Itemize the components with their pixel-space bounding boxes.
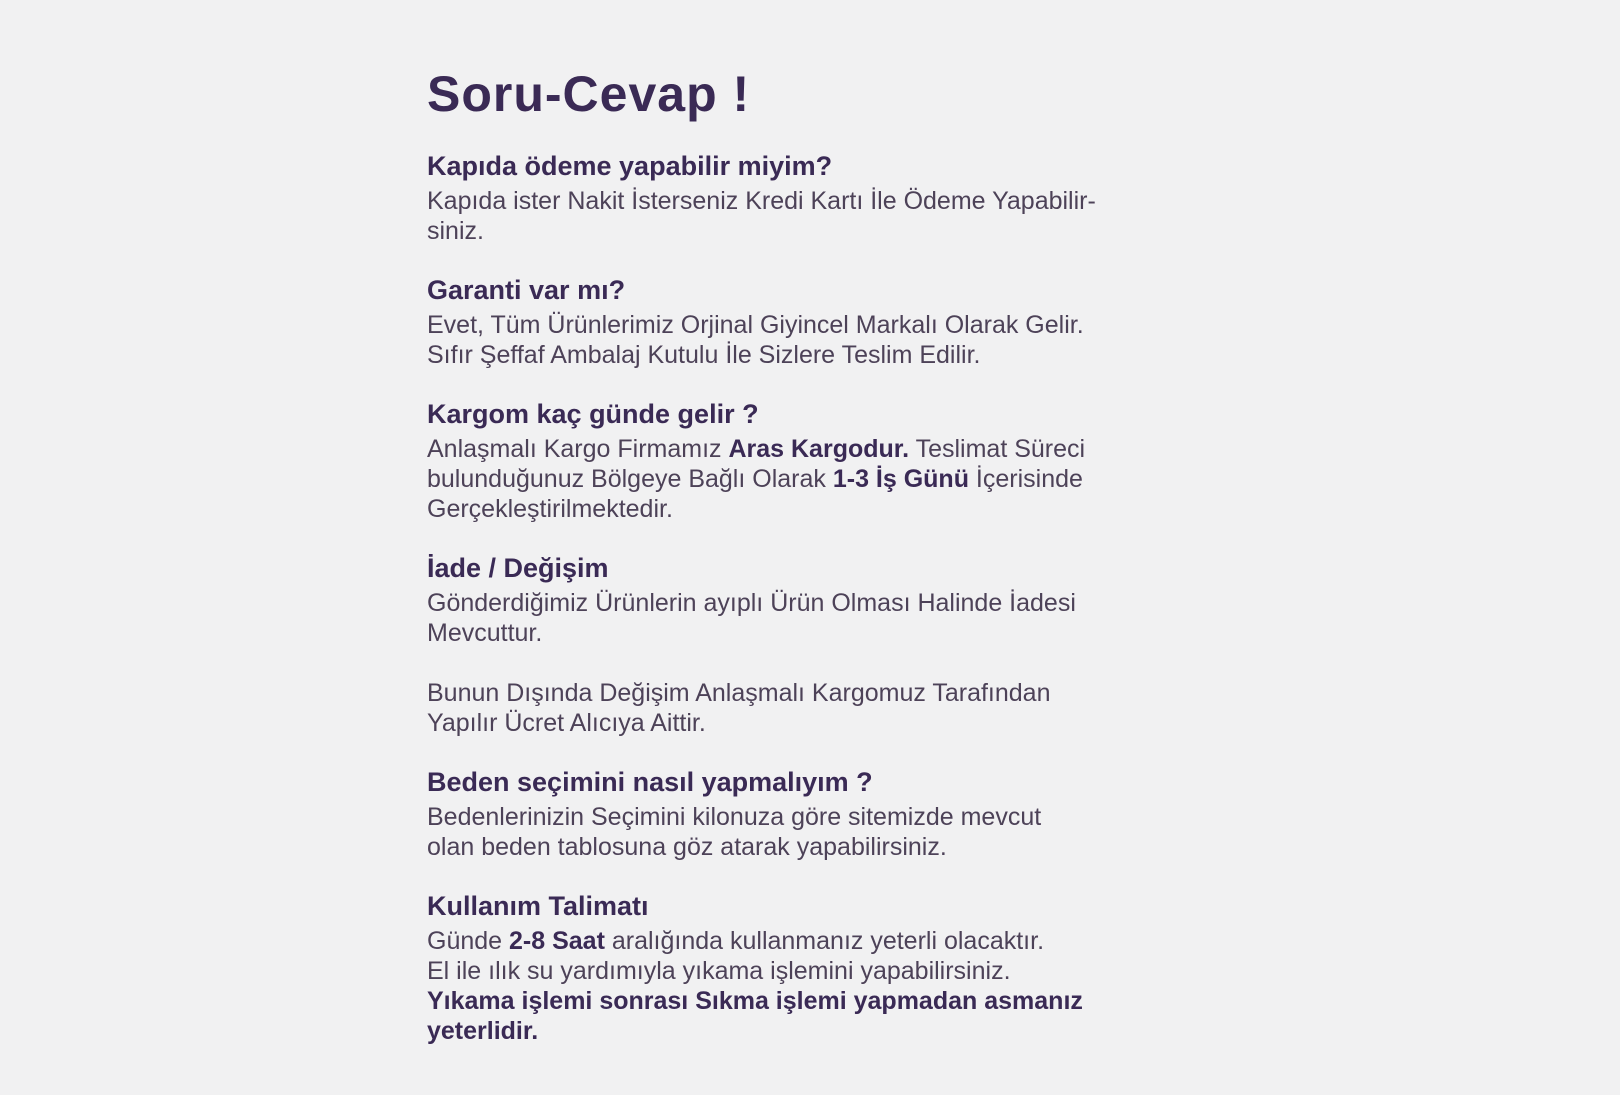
answer-text: Günde	[427, 927, 510, 955]
page-title: Soru-Cevap !	[427, 66, 751, 122]
faq-sections	[427, 150, 1157, 1046]
answer-text: El ile ılık su yardımıyla yıkama işlemini yapabilirsiniz.	[427, 957, 1011, 985]
answer-text: Evet, Tüm Ürünlerimiz Orjinal Giyincel Markalı Olarak Gelir.	[427, 311, 1084, 339]
question-heading: Kapıda ödeme yapabilir miyim?	[427, 151, 833, 181]
answer-paragraph	[427, 186, 1157, 246]
answer-text: İçerisinde	[968, 465, 1083, 493]
question-heading: Kullanım Talimatı	[427, 891, 649, 921]
answer-body	[427, 434, 1157, 524]
answer-paragraph	[427, 926, 1157, 1046]
faq-content	[427, 66, 1157, 1074]
answer-paragraph	[427, 588, 1157, 648]
answer-text-bold: Yıkama işlemi sonrası Sıkma işlemi yapmadan asmanız	[427, 987, 1083, 1015]
answer-text: Gönderdiğimiz Ürünlerin ayıplı Ürün Olması Halinde İadesi	[427, 589, 1076, 617]
faq-section	[427, 398, 1157, 524]
question-heading: Kargom kaç günde gelir ?	[427, 399, 759, 429]
answer-text: Gerçekleştirilmektedir.	[427, 495, 673, 523]
answer-text: siniz.	[427, 217, 484, 245]
faq-section	[427, 890, 1157, 1046]
answer-text: Mevcuttur.	[427, 619, 543, 647]
question-heading: İade / Değişim	[427, 553, 609, 583]
faq-section	[427, 150, 1157, 246]
faq-section	[427, 766, 1157, 862]
answer-text: Teslimat Süreci	[909, 435, 1086, 463]
answer-text: olan beden tablosuna göz atarak yapabilirsiniz.	[427, 833, 947, 861]
answer-text: bulunduğunuz Bölgeye Bağlı Olarak	[427, 465, 833, 493]
answer-paragraph	[427, 434, 1157, 524]
question-heading: Garanti var mı?	[427, 275, 626, 305]
question-heading: Beden seçimini nasıl yapmalıyım ?	[427, 767, 873, 797]
answer-text: aralığında kullanmanız yeterli olacaktır.	[604, 927, 1045, 955]
answer-text-bold: yeterlidir.	[427, 1017, 539, 1045]
answer-text: Kapıda ister Nakit İsterseniz Kredi Kartı İle Ödeme Yapabilir-	[427, 187, 1096, 215]
answer-body	[427, 588, 1157, 738]
answer-text: Anlaşmalı Kargo Firmamız	[427, 435, 729, 463]
answer-text: Yapılır Ücret Alıcıya Aittir.	[427, 709, 706, 737]
answer-text: Bunun Dışında Değişim Anlaşmalı Kargomuz Tarafından	[427, 679, 1051, 707]
answer-text: Bedenlerinizin Seçimini kilonuza göre sitemizde mevcut	[427, 803, 1042, 831]
answer-text-bold: Aras Kargodur.	[728, 435, 910, 463]
answer-text: Sıfır Şeffaf Ambalaj Kutulu İle Sizlere Teslim Edilir.	[427, 341, 981, 369]
answer-text-bold: 1-3 İş Günü	[832, 465, 969, 493]
answer-body	[427, 802, 1157, 862]
answer-body	[427, 926, 1157, 1046]
answer-paragraph	[427, 310, 1157, 370]
answer-body	[427, 310, 1157, 370]
answer-paragraph	[427, 802, 1157, 862]
faq-section	[427, 274, 1157, 370]
answer-body	[427, 186, 1157, 246]
faq-section	[427, 552, 1157, 738]
answer-paragraph	[427, 678, 1157, 738]
answer-text-bold: 2-8 Saat	[509, 927, 605, 955]
